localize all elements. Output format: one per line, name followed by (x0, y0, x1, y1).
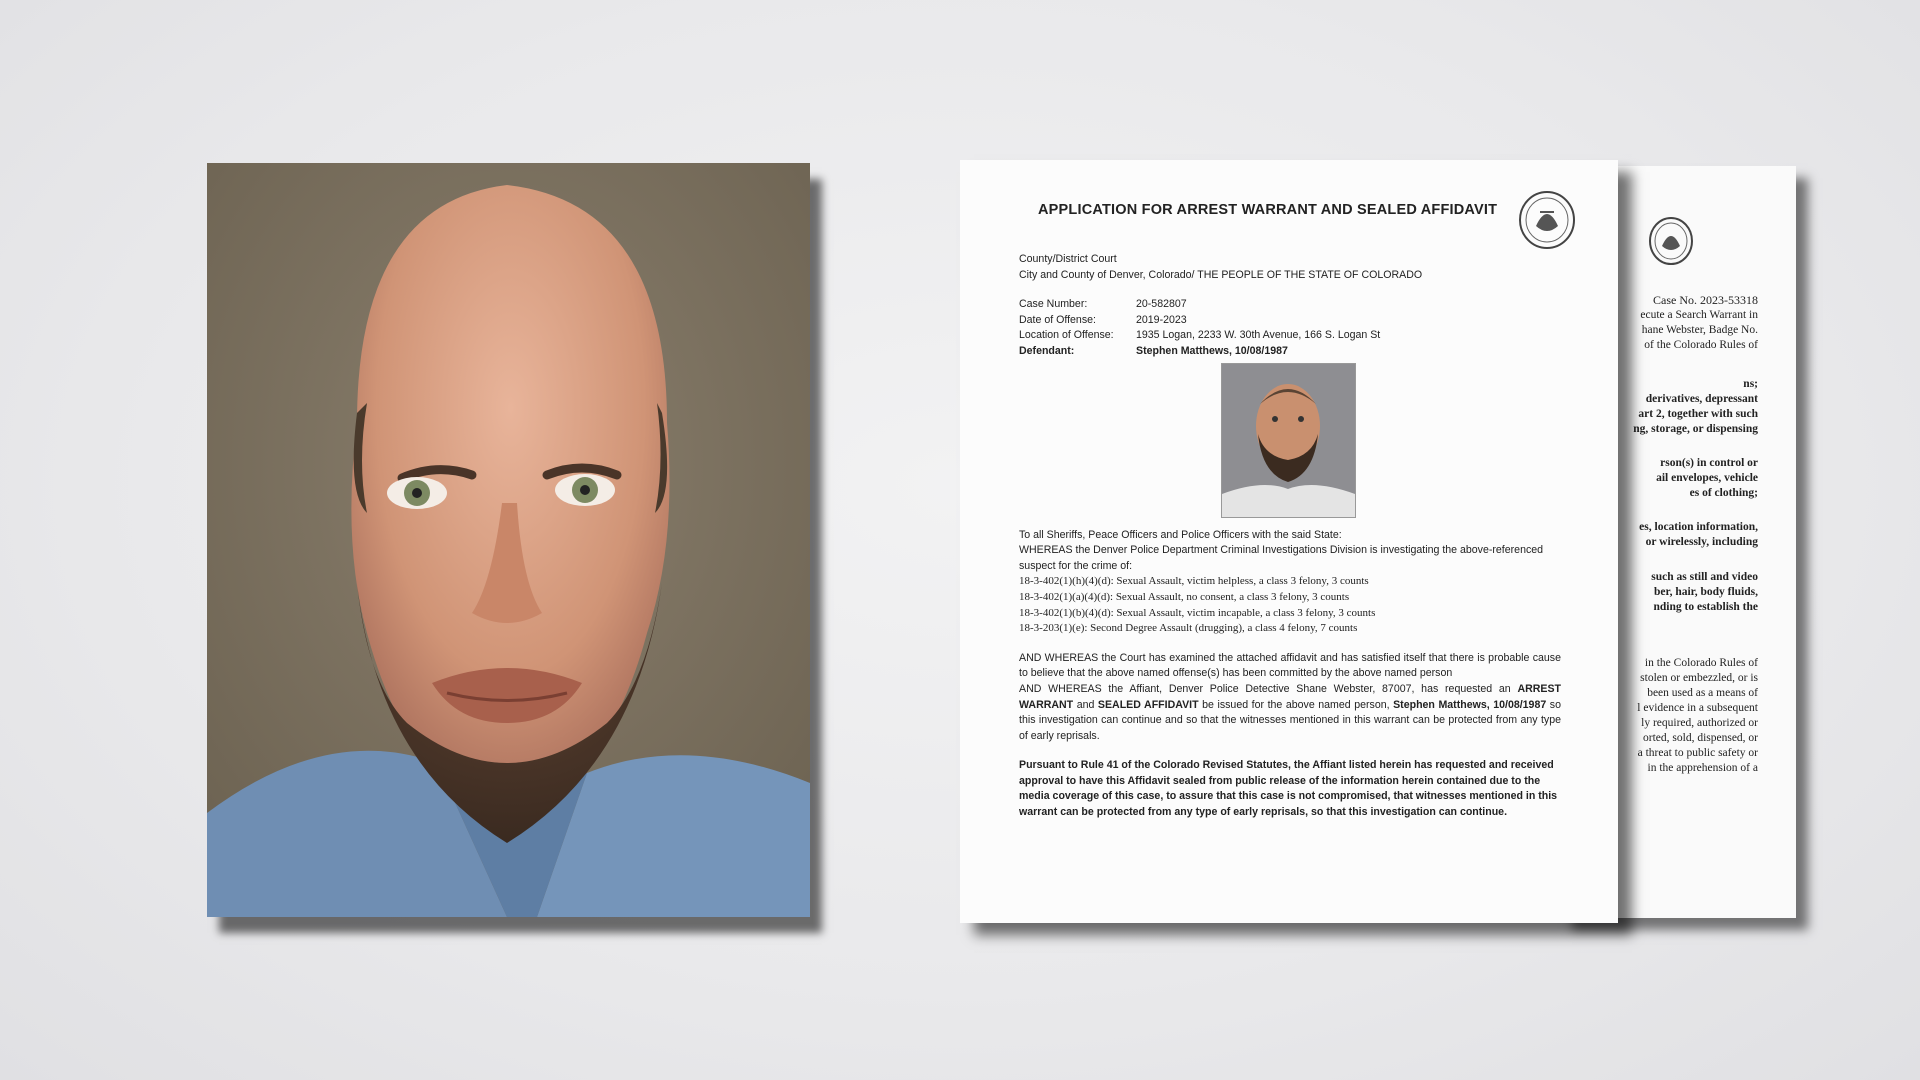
date-label: Date of Offense: (1019, 313, 1096, 326)
warrant-text-fragment: ber, hair, body fluids, (1654, 586, 1758, 598)
jurisdiction: City and County of Denver, Colorado/ THE PEOPLE OF THE STATE OF COLORADO (1019, 268, 1423, 281)
warrant-text-fragment: in the apprehension of a (1647, 762, 1758, 774)
document-body (1019, 252, 1561, 821)
arrest-warrant-term: ARREST WARRANT (1019, 682, 1561, 711)
whereas-probable-cause: AND WHEREAS the Court has examined the attached affidavit and has satisfied itself that there is probable cause to believe that the above named offense(s) has been committed by the above named person (1019, 651, 1561, 680)
defendant-value: Stephen Matthews, 10/08/1987 (1136, 344, 1288, 357)
warrant-text-fragment: derivatives, depressant (1645, 393, 1758, 405)
date-row (1019, 313, 1561, 329)
warrant-text-fragment: in the Colorado Rules of (1644, 657, 1758, 669)
charge-item: 18-3-203(1)(e): Second Degree Assault (drugging), a class 4 felony, 7 counts (1019, 622, 1358, 635)
affiant-and: and (1073, 698, 1098, 711)
charges-list (1019, 574, 1561, 636)
case-number-value: 20-582807 (1136, 298, 1187, 311)
warrant-text-fragment: rson(s) in control or (1660, 457, 1758, 469)
case-number-label: Case Number: (1019, 298, 1088, 311)
warrant-text-fragment: a threat to public safety or (1637, 747, 1758, 759)
warrant-text-fragment: been used as a means of (1647, 687, 1758, 699)
warrant-text-fragment: or wirelessly, including (1645, 536, 1758, 548)
defendant-photo (1221, 363, 1356, 518)
whereas-investigation: WHEREAS the Denver Police Department Criminal Investigations Division is investigating the above-referenced suspect for the crime of: (1019, 544, 1544, 572)
warrant-text-fragment: ail envelopes, vehicle (1656, 472, 1758, 484)
warrant-text-fragment: ecute a Search Warrant in (1640, 309, 1758, 321)
warrant-text-fragment: stolen or embezzled, or is (1640, 672, 1758, 684)
warrant-text-fragment: l evidence in a subsequent (1637, 702, 1758, 714)
salutation: To all Sheriffs, Peace Officers and Police Officers with the said State: (1019, 528, 1342, 541)
pursuant-paragraph: Pursuant to Rule 41 of the Colorado Revised Statutes, the Affiant listed herein has requested and received approval to have this Affidavit sealed from public release of the information herein contained due to the media coverage of this case, to assure that this case is not compromised, that witnesses mentioned in this warrant can be protected from any type of early reprisals, so that this investigation can continue. (1019, 759, 1558, 819)
date-value: 2019-2023 (1136, 313, 1187, 326)
defendant-name-inline: Stephen Matthews, 10/08/1987 (1393, 698, 1547, 711)
affiant-text: AND WHEREAS the Affiant, Denver Police Detective Shane Webster, 87007, has requested an (1019, 682, 1518, 695)
charge-item: 18-3-402(1)(b)(4)(d): Sexual Assault, victim incapable, a class 3 felony, 3 counts (1019, 606, 1376, 619)
warrant-text-fragment: hane Webster, Badge No. (1641, 324, 1758, 336)
case-number-row (1019, 297, 1561, 313)
warrant-text-fragment: es of clothing; (1689, 487, 1758, 499)
charge-item: 18-3-402(1)(a)(4)(d): Sexual Assault, no consent, a class 3 felony, 3 counts (1019, 590, 1350, 603)
defendant-label: Defendant: (1019, 344, 1075, 357)
warrant-text-fragment: nding to establish the (1653, 601, 1758, 613)
arrest-warrant-document (960, 160, 1618, 923)
whereas-affiant (1019, 682, 1561, 744)
mugshot-image (207, 163, 810, 917)
warrant-text-fragment: art 2, together with such (1638, 408, 1758, 420)
warrant-text-fragment: such as still and video (1651, 571, 1758, 583)
warrant-text-fragment: of the Colorado Rules of (1644, 339, 1758, 351)
court-seal-icon (1648, 216, 1694, 266)
defendant-row (1019, 344, 1561, 360)
document-title: APPLICATION FOR ARREST WARRANT AND SEALED AFFIDAVIT (1038, 202, 1498, 218)
charge-item: 18-3-402(1)(h)(4)(d): Sexual Assault, victim helpless, a class 3 felony, 3 counts (1019, 575, 1369, 588)
location-value: 1935 Logan, 2233 W. 30th Avenue, 166 S. Logan St (1136, 329, 1381, 342)
location-label: Location of Offense: (1019, 329, 1114, 342)
affiant-issued: be issued for the above named person, (1198, 698, 1394, 711)
warrant-text-fragment: es, location information, (1639, 521, 1758, 533)
sealed-affidavit-term: SEALED AFFIDAVIT (1097, 698, 1199, 711)
location-row (1019, 328, 1561, 344)
case-number: Case No. 2023-53318 (1653, 293, 1758, 307)
mugshot-photo (207, 163, 810, 917)
warrant-text-fragment: ng, storage, or dispensing (1633, 423, 1758, 435)
warrant-text-fragment: ly required, authorized or (1641, 717, 1758, 729)
warrant-text-fragment: orted, sold, dispensed, or (1643, 732, 1758, 744)
affiant-closing: so this investigation can continue and so that the witnesses mentioned in this warrant can be protected from any type of early reprisals. (1019, 698, 1561, 742)
court-seal-icon (1518, 190, 1576, 250)
court-name: County/District Court (1019, 253, 1117, 265)
warrant-text-fragment: ns; (1743, 378, 1758, 390)
